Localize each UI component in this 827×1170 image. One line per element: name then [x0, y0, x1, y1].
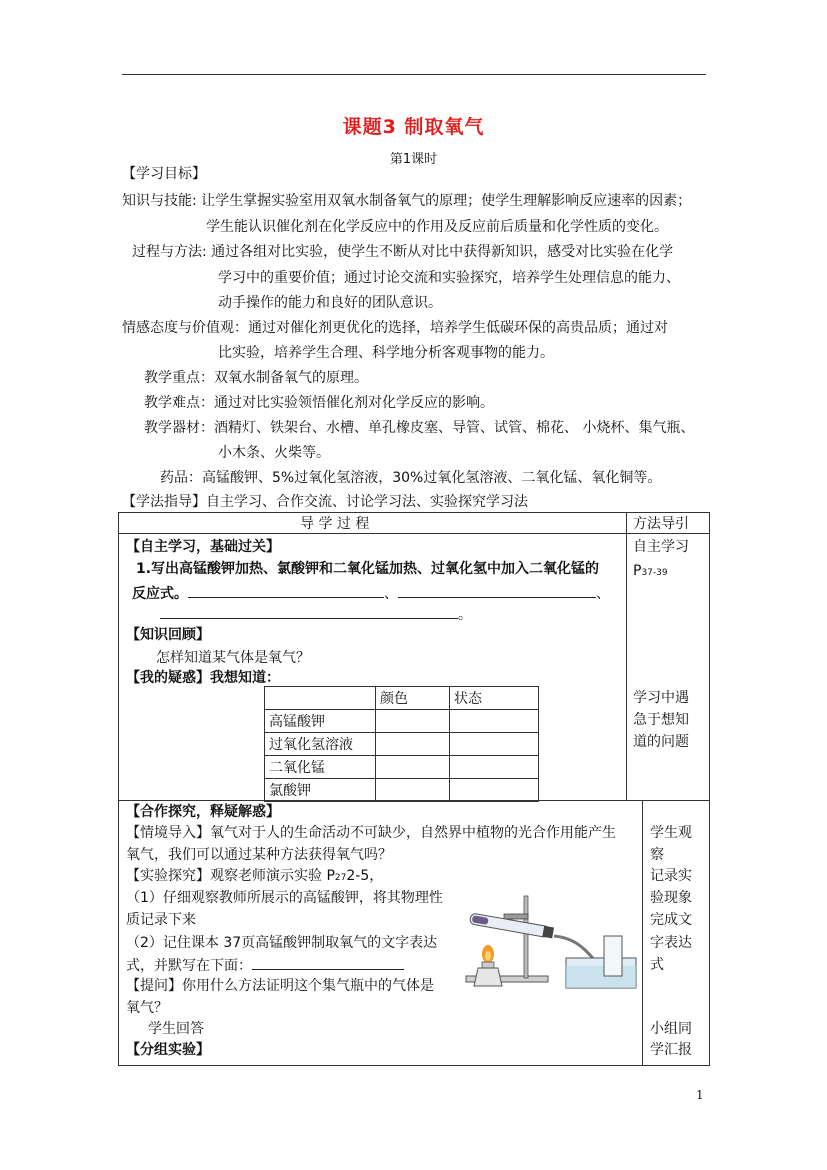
coop-header: 【合作探究，释疑解惑】	[126, 804, 280, 820]
side-note-self-study: 自主学习	[633, 539, 689, 555]
table-right-border	[709, 512, 710, 1066]
table-cell: 颜色	[376, 687, 450, 710]
page-ref-p: P	[633, 563, 642, 579]
equipment-line-2: 小木条、火柴等。	[218, 445, 330, 461]
step-2-line-1: （2）记住课本 37页高锰酸钾制取氧气的文字表达	[126, 935, 438, 951]
side-note-observe-7: 式	[650, 957, 664, 973]
lab-apparatus-illustration	[458, 892, 640, 994]
process-line-3: 动手操作的能力和良好的团队意识。	[218, 295, 442, 311]
step-1-line-1: （1）仔细观察教师所展示的高锰酸钾，将其物理性	[126, 890, 443, 906]
step-2-lead: 式，并默写在下面：	[126, 958, 252, 974]
header-process: 导 学 过 程	[300, 516, 370, 532]
lesson-period: 第1课时	[389, 152, 438, 167]
process-line-2: 学习中的重要价值；通过讨论交流和实验探究，培养学生处理信息的能力、	[218, 270, 680, 286]
method-guide: 【学法指导】自主学习、合作交流、讨论学习法、实验探究学习法	[122, 494, 528, 510]
separator-comma: 、	[384, 586, 398, 602]
self-study-header: 【自主学习，基础过关】	[126, 539, 280, 555]
answer-blank-2[interactable]	[398, 583, 596, 598]
knowledge-line-1: 知识与技能: 让学生掌握实验室用双氧水制备氧气的原理；使学生理解影响反应速率的因素；	[122, 193, 692, 209]
step-2-line-2	[126, 955, 404, 976]
experiment-page: 27	[334, 873, 347, 883]
table-row	[265, 710, 539, 733]
table-row	[265, 779, 539, 802]
table-cell: 高锰酸钾	[265, 710, 376, 733]
doubts-header: 【我的疑惑】我想知道：	[126, 670, 280, 686]
scene-line-1: 【情境导入】氧气对于人的生命活动不可缺少，自然界中植物的光合作用能产生	[126, 825, 616, 841]
step-1-line-2: 质记录下来	[126, 912, 196, 928]
review-question: 怎样知道某气体是氧气？	[156, 650, 310, 666]
table-cell: 二氧化锰	[265, 756, 376, 779]
knowledge-review-header: 【知识回顾】	[126, 627, 210, 643]
answer-blank-1[interactable]	[188, 583, 384, 598]
answer-blank-4[interactable]	[252, 955, 404, 970]
table-cell[interactable]	[450, 779, 539, 802]
knowledge-line-2: 学生能认识催化剂在化学反应中的作用及反应前后质量和化学性质的变化。	[206, 219, 668, 235]
separator-comma: 、	[596, 586, 610, 602]
header-method: 方法导引	[633, 516, 689, 532]
equipment-line-1: 教学器材：酒精灯、铁架台、水槽、单孔橡皮塞、导管、试管、棉花、 小烧杯、集气瓶、	[144, 420, 695, 436]
side-note-line-3: 道的问题	[633, 734, 689, 750]
table-cell[interactable]	[450, 733, 539, 756]
table-cell[interactable]	[450, 756, 539, 779]
page-number: 1	[696, 1088, 704, 1102]
chemicals: 药品：高锰酸钾、5%过氧化氢溶液，30%过氧化氢溶液、二氧化锰、氧化铜等。	[160, 470, 662, 486]
emotion-line-1: 情感态度与价值观：通过对催化剂更优化的选择，培养学生低碳环保的高贵品质；通过对	[122, 320, 668, 336]
answer-blank-3[interactable]	[160, 604, 458, 619]
difficulty: 教学难点：通过对比实验领悟催化剂对化学反应的影响。	[144, 395, 494, 411]
table-cell	[265, 687, 376, 710]
properties-table	[264, 686, 539, 802]
table-cell: 状态	[450, 687, 539, 710]
side-note-observe-6: 字表达	[650, 935, 692, 951]
key-point: 教学重点：双氧水制备氧气的原理。	[144, 370, 368, 386]
group-experiment: 【分组实验】	[126, 1042, 210, 1058]
end-period: 。	[458, 607, 472, 623]
experiment-line	[126, 866, 383, 888]
side-note-observe-5: 完成文	[650, 912, 692, 928]
side-note-observe-2: 察	[650, 847, 664, 863]
table-header-border	[118, 533, 709, 534]
header-rule	[122, 74, 706, 75]
table-left-border	[118, 512, 119, 1066]
table-top-border	[118, 512, 709, 513]
question-1-line-1: 1.写出高锰酸钾加热、氯酸钾和二氧化锰加热、过氧化氢中加入二氧化锰的	[136, 561, 600, 577]
side-note-observe-1: 学生观	[650, 825, 692, 841]
experiment-tail: 2-5，	[346, 868, 384, 884]
page-title: 课题3 制取氧气	[342, 116, 485, 138]
side-note-line-1: 学习中遇	[633, 690, 689, 706]
ask-line-2: 氧气？	[126, 1000, 168, 1016]
table-cell: 氯酸钾	[265, 779, 376, 802]
side-note-report-2: 学汇报	[650, 1042, 692, 1058]
table-cell[interactable]	[376, 779, 450, 802]
table-cell: 过氧化氢溶液	[265, 733, 376, 756]
question-1-line-3	[160, 604, 472, 625]
table-cell[interactable]	[450, 710, 539, 733]
table-bottom-border	[118, 1065, 709, 1066]
side-note-observe-4: 验现象	[650, 890, 692, 906]
table-col-divider-bottom	[642, 800, 643, 1066]
table-row	[265, 687, 539, 710]
scene-line-2: 氧气，我们可以通过某种方法获得氧气吗？	[126, 847, 392, 863]
ask-line-1: 【提问】你用什么方法证明这个集气瓶中的气体是	[126, 978, 434, 994]
table-cell[interactable]	[376, 756, 450, 779]
student-answer: 学生回答	[148, 1021, 204, 1037]
side-note-report-1: 小组同	[650, 1021, 692, 1037]
table-col-divider-top	[626, 512, 627, 801]
side-note-observe-3: 记录实	[650, 868, 692, 884]
table-row	[265, 733, 539, 756]
question-1-lead: 反应式。	[132, 586, 188, 602]
process-line-1: 过程与方法: 通过各组对比实验，使学生不断从对比中获得新知识，感受对比实验在化学	[132, 244, 674, 260]
table-row	[265, 756, 539, 779]
table-cell[interactable]	[376, 733, 450, 756]
table-cell[interactable]	[376, 710, 450, 733]
experiment-lead: 【实验探究】观察老师演示实验 P	[126, 868, 335, 884]
side-note-line-2: 急于想知	[633, 712, 689, 728]
emotion-line-2: 比实验，培养学生合理、科学地分析客观事物的能力。	[218, 345, 554, 361]
page-ref-range: 37-39	[641, 568, 668, 578]
question-1-line-2	[132, 583, 610, 604]
side-note-page-ref	[633, 561, 668, 583]
goals-header: 【学习目标】	[122, 166, 206, 182]
